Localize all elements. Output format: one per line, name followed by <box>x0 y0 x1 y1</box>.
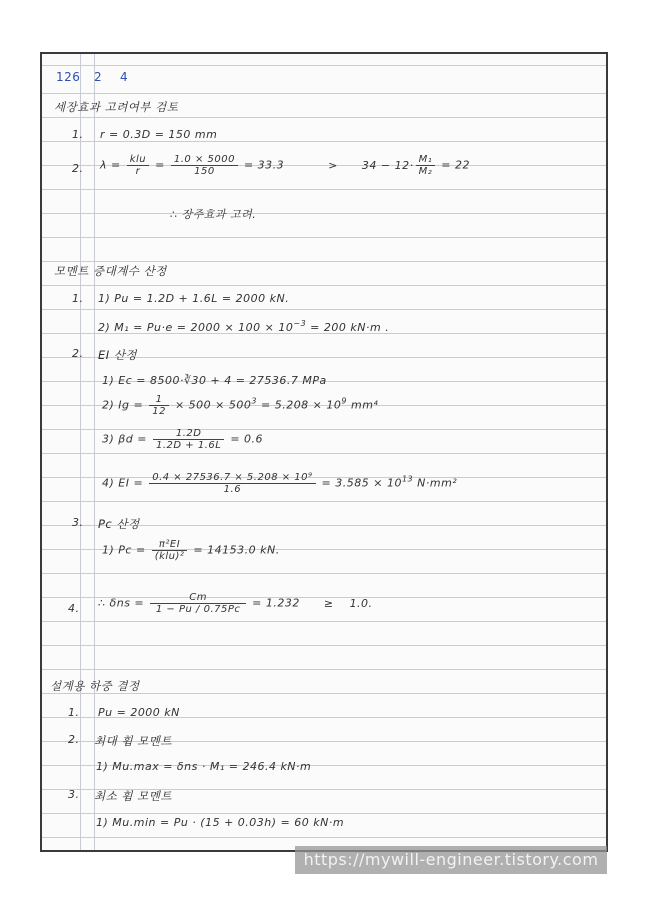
fraction-bottom: 1.2D + 1.6L <box>156 440 222 451</box>
moment-step-2-number: 2. <box>72 347 84 360</box>
notebook-page <box>40 52 608 852</box>
equation-text: 2) M₁ = Pu·e = 2000 × 100 × 10 <box>98 321 294 334</box>
min-moment-subtitle: 최소 휨 모멘트 <box>94 789 172 803</box>
equation-text: 2) Ig = <box>102 398 148 412</box>
equation-text: 3) βd = <box>102 432 151 446</box>
equation-text: = <box>151 158 169 172</box>
design-step-3-number: 3. <box>68 788 80 801</box>
header-number-3: 4 <box>120 70 129 84</box>
fraction-top: π²EI <box>152 539 188 551</box>
fraction-top: 0.4 × 27536.7 × 5.208 × 10⁹ <box>149 472 315 484</box>
fraction-bottom: (klu)² <box>154 551 185 562</box>
equation-text: = 5.208 × 10 <box>256 398 342 412</box>
fraction-bottom: 1 − Pu / 0.75Pc <box>155 604 241 615</box>
slenderness-step-1-text: r = 0.3D = 150 mm <box>100 128 218 141</box>
slenderness-conclusion: ∴ 장주효과 고려. <box>170 208 257 221</box>
fraction <box>149 394 169 417</box>
design-load-title: 설계용 하중 결정 <box>50 679 140 693</box>
equation-text: 4) EI = <box>102 476 148 490</box>
fraction <box>171 154 238 177</box>
equation-text: 1.0. <box>349 596 373 610</box>
pc-subtitle: Pc 산정 <box>98 517 140 531</box>
equation-text: = 0.6 <box>226 432 264 446</box>
fraction-top: 1.2D <box>153 428 224 440</box>
equation-text: × 500 × 500 <box>170 398 252 412</box>
unit: mm⁴ <box>347 398 379 412</box>
elastic-modulus-ec: 1) Ec = 8500·∛30 + 4 = 27536.7 MPa <box>102 374 327 387</box>
fraction <box>127 154 149 177</box>
fraction-top: Cm <box>150 592 246 604</box>
equation-text: = 33.3 <box>239 158 285 172</box>
exponent: 3 <box>251 396 257 406</box>
moment-step-1-number: 1. <box>72 292 84 305</box>
slenderness-title: 세장효과 고려여부 검토 <box>54 100 179 114</box>
fraction-bottom: M₂ <box>418 166 433 177</box>
fraction-top: 1 <box>149 394 169 406</box>
moment-step-4-number: 4. <box>68 602 80 615</box>
equation-text: 1) Pc = <box>102 543 150 557</box>
slenderness-step-2-number: 2. <box>72 162 84 175</box>
unit: N·mm² <box>413 476 458 490</box>
equation-text: = 14153.0 kN. <box>189 543 280 557</box>
max-moment-subtitle: 최대 휨 모멘트 <box>94 734 172 748</box>
flexural-stiffness-ei <box>102 472 457 495</box>
magnification-factor <box>98 592 373 615</box>
min-moment-equation: 1) Mu.min = Pu · (15 + 0.03h) = 60 kN·m <box>96 816 345 829</box>
fraction <box>152 539 188 562</box>
equation-text: 34 − 12· <box>361 158 414 172</box>
equation-text: = 22 <box>437 158 470 172</box>
greater-equal-sign: ≥ <box>323 596 334 610</box>
watermark-url: https://mywill-engineer.tistory.com <box>295 846 607 874</box>
fraction <box>149 472 315 495</box>
design-step-2-number: 2. <box>68 733 80 746</box>
slenderness-ratio-equation <box>100 154 470 177</box>
moment-of-inertia-ig <box>102 394 378 417</box>
equation-text: = 1.232 <box>248 596 300 610</box>
ei-subtitle: EI 산정 <box>98 348 138 362</box>
fraction-top: klu <box>127 154 149 166</box>
header-number-1: 126 <box>56 70 81 84</box>
design-step-1-number: 1. <box>68 706 80 719</box>
fraction-bottom: r <box>135 166 141 177</box>
margin-line-right <box>94 54 95 850</box>
fraction <box>416 154 436 177</box>
exponent: 13 <box>401 474 414 484</box>
fraction-bottom: 150 <box>194 166 215 177</box>
slenderness-step-1-number: 1. <box>72 128 84 141</box>
fraction-top: M₁ <box>416 154 436 166</box>
beta-d <box>102 428 263 451</box>
header-number-2: 2 <box>94 70 103 84</box>
moment-step-3-number: 3. <box>72 516 84 529</box>
greater-than-sign: > <box>328 158 338 172</box>
fraction <box>153 428 224 451</box>
equation-text: = 3.585 × 10 <box>317 476 402 490</box>
equation-text: λ = <box>100 158 125 172</box>
equation-text: ∴ δns = <box>98 596 149 610</box>
fraction-bottom: 12 <box>152 406 166 417</box>
moment-m1 <box>98 319 389 334</box>
fraction-bottom: 1.6 <box>223 484 242 495</box>
factored-axial-load: 1) Pu = 1.2D + 1.6L = 2000 kN. <box>98 292 290 305</box>
max-moment-equation: 1) Mu.max = δns · M₁ = 246.4 kN·m <box>96 760 312 773</box>
equation-text: = 200 kN·m . <box>306 321 390 334</box>
exponent: 9 <box>341 396 347 406</box>
moment-factor-title: 모멘트 증대계수 산정 <box>54 264 167 278</box>
critical-load-pc <box>102 539 280 562</box>
exponent: −3 <box>293 319 307 328</box>
design-axial-load: Pu = 2000 kN <box>98 706 180 719</box>
fraction <box>150 592 246 615</box>
fraction-top: 1.0 × 5000 <box>171 154 238 166</box>
